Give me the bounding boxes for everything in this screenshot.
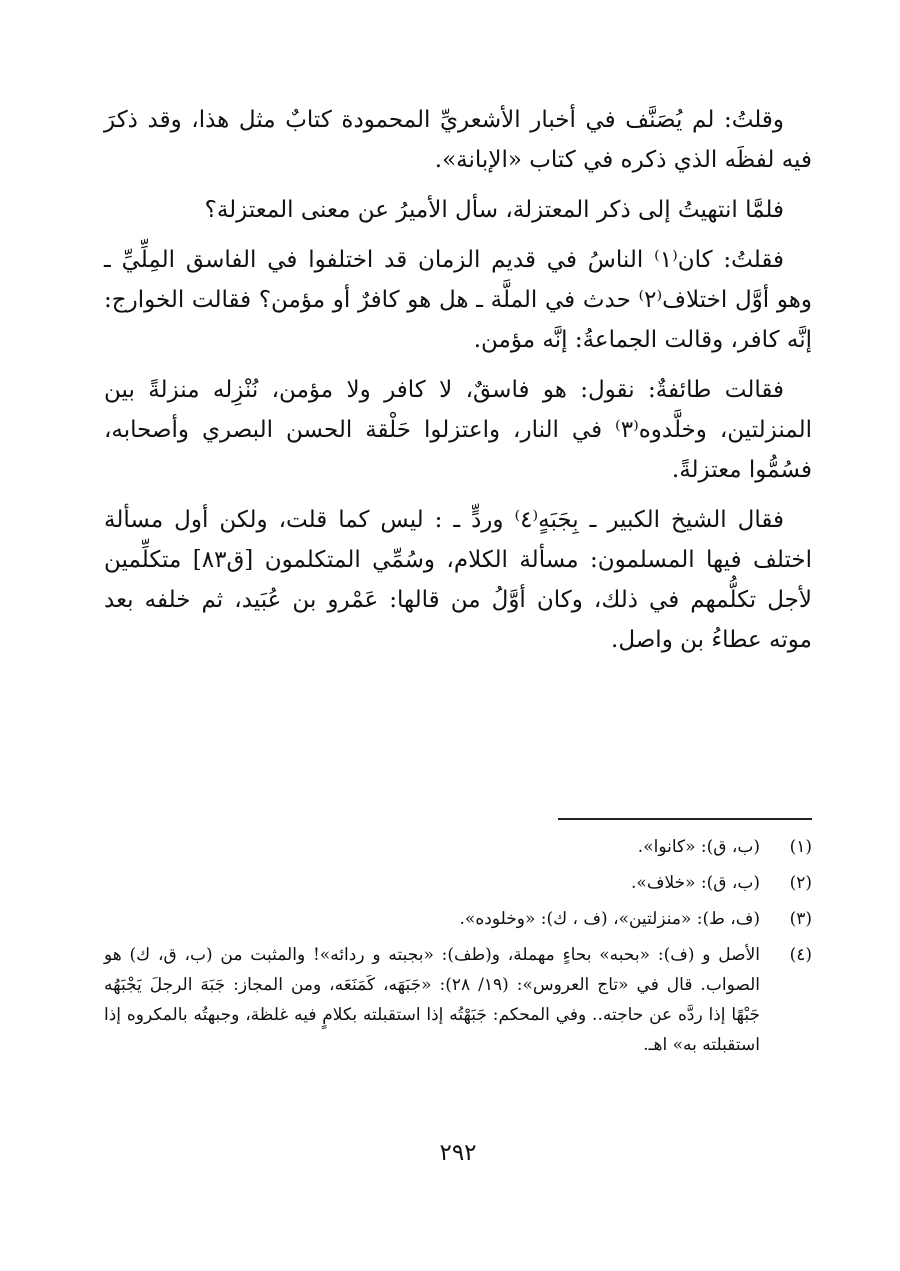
paragraph-5: فقال الشيخ الكبير ـ بِجَبَهٍ⁽٤⁾ وردٍّ ـ : ليس كما قلت، ولكن أول مسألة اختلف فيها المسلمون: مسألة الكلام، وسُمِّي المتكلمون [ق٨٣] متكلِّمين لأجل تكلُّمهم في ذلك، وكان أوَّلُ من قالها: عَمْرو بن عُبَيد، ثم خلفه بعد موته عطاءُ بن واصل. [104, 507, 812, 653]
footnote-divider [558, 818, 812, 820]
paragraph-4: فقالت طائفةٌ: نقول: هو فاسقٌ، لا كافر ولا مؤمن، نُنْزِله منزلةً بين المنزلتين، وخلَّدوه⁽٣⁾ في النار، واعتزلوا حَلْقة الحسن البصري وأصحابه، فسُمُّوا معتزلةً. [104, 377, 812, 483]
footnotes [104, 832, 812, 1066]
footnote-text: الأصل و (ف): «بحبه» بحاءٍ مهملة، و(طف): «بجبته و ردائه»! والمثبت من (ب، ق، ك) هو الصواب. قال في «تاج العروس»: (١٩/ ٢٨): «جَبَهَه، كَمَنَعَه، ومن المجاز: جَبَهَ الرجلَ يَجْبَهُه جَبْهًا إذا ردَّه عن حاجته.. وفي المحكم: جَبَهْتُه إذا استقبلته بكلامٍ فيه غلظة، وجبهتُه بالمكروه إذا استقبلته به» اهـ. [104, 945, 761, 1055]
page-number: ٢٩٢ [439, 1140, 477, 1166]
book-page [104, 100, 812, 1240]
footnote-text: (ب، ق): «كانوا». [637, 837, 760, 857]
footnote-4 [104, 940, 812, 1060]
footnote-number: (١) [789, 837, 812, 857]
main-text [104, 100, 812, 670]
footnote-number: (٤) [789, 945, 812, 965]
footnote-2 [104, 868, 812, 898]
footnote-text: (ب، ق): «خلاف». [631, 873, 760, 893]
footnote-3 [104, 904, 812, 934]
paragraph-3: فقلتُ: كان⁽١⁾ الناسُ في قديم الزمان قد اختلفوا في الفاسق المِلِّيِّ ـ وهو أوَّل اختلاف⁽٢⁾ حدث في الملَّة ـ هل هو كافرٌ أو مؤمن؟ فقالت الخوارج: إنَّه كافر، وقالت الجماعةُ: إنَّه مؤمن. [104, 247, 812, 353]
footnote-number: (٢) [789, 873, 812, 893]
footnote-number: (٣) [789, 909, 812, 929]
footnote-text: (ف، ط): «منزلتين»، (ف ، ك): «وخلوده». [459, 909, 760, 929]
paragraph-2: فلمَّا انتهيتُ إلى ذكر المعتزلة، سأل الأميرُ عن معنى المعتزلة؟ [204, 197, 784, 223]
footnote-1 [104, 832, 812, 862]
paragraph-1: وقلتُ: لم يُصَنَّف في أخبار الأشعريِّ المحمودة كتابٌ مثل هذا، وقد ذكرَ فيه لفظَه الذي ذكره في كتاب «الإبانة». [104, 107, 812, 173]
